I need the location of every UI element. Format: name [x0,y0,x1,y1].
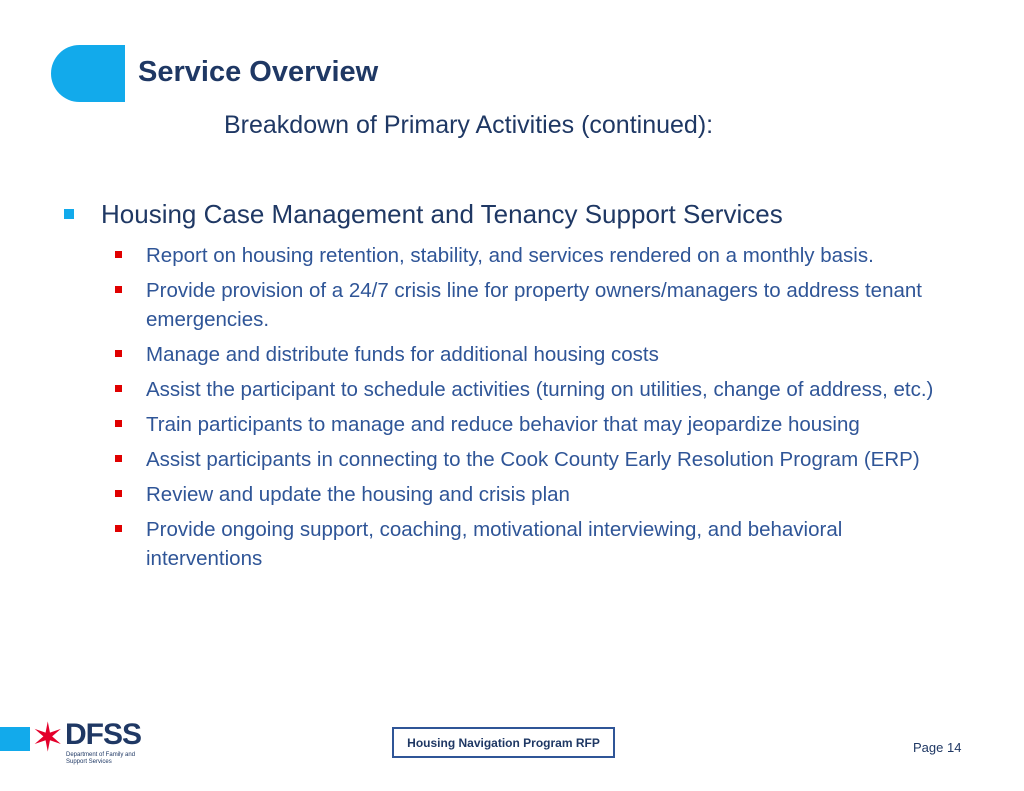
program-label-box: Housing Navigation Program RFP [392,727,615,758]
dfss-logo: DFSS [65,718,142,751]
red-square-bullet-icon [115,350,122,357]
dfss-logo-subtext: Department of Family and Support Services [66,752,136,765]
list-item [113,241,963,270]
list-item [113,276,963,334]
page-title: Service Overview [138,56,379,88]
list-item-text: Manage and distribute funds for additional housing costs [146,343,659,366]
red-square-bullet-icon [115,251,122,258]
list-item-text: Provide provision of a 24/7 crisis line for property owners/managers to address tenant emergencies. [146,279,922,331]
list-item [113,480,963,509]
section-heading: Housing Case Management and Tenancy Support Services [101,199,783,229]
red-square-bullet-icon [115,385,122,392]
list-item-text: Train participants to manage and reduce behavior that may jeopardize housing [146,413,860,436]
list-item [113,515,963,573]
list-item-text: Report on housing retention, stability, and services rendered on a monthly basis. [146,244,874,267]
red-square-bullet-icon [115,490,122,497]
list-item [113,375,963,404]
activity-list [113,241,963,579]
list-item-text: Provide ongoing support, coaching, motivational interviewing, and behavioral interventions [146,518,843,570]
list-item [113,340,963,369]
list-item [113,410,963,439]
footer-accent-bar [0,727,30,751]
chicago-star-icon: ✶ [31,716,65,760]
red-square-bullet-icon [115,286,122,293]
square-bullet-icon [64,209,74,219]
page-subtitle: Breakdown of Primary Activities (continued): [224,111,714,139]
list-item-text: Assist participants in connecting to the Cook County Early Resolution Program (ERP) [146,448,920,471]
list-item [113,445,963,474]
page-number: Page 14 [913,740,962,755]
red-square-bullet-icon [115,420,122,427]
red-square-bullet-icon [115,455,122,462]
red-square-bullet-icon [115,525,122,532]
list-item-text: Assist the participant to schedule activities (turning on utilities, change of address, etc.) [146,378,934,401]
list-item-text: Review and update the housing and crisis plan [146,483,570,506]
title-accent-shape [51,45,125,102]
